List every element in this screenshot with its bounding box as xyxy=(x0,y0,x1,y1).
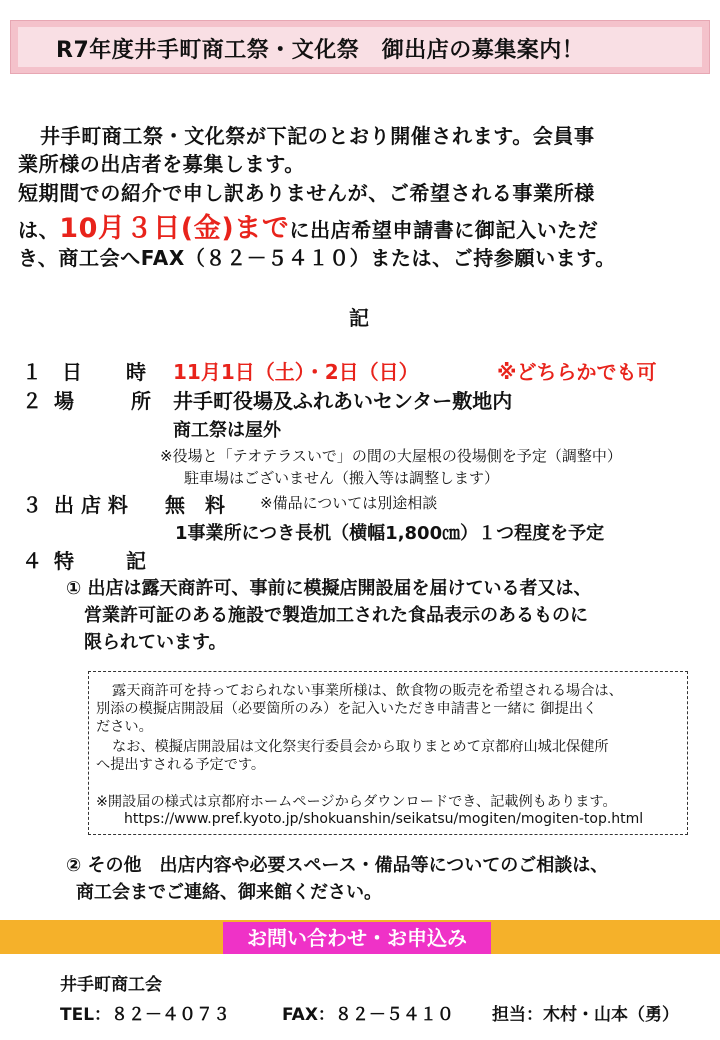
special-point-2-line-1: ② その他 出店内容や必要スペース・備品等についてのご相談は、 xyxy=(66,855,609,876)
note-box-line-2: 別添の模擬店開設届（必要箇所のみ）を記入いただき申請書と一緒に 御提出く xyxy=(96,701,598,717)
intro-line-2: 業所様の出店者を募集します。 xyxy=(18,152,305,176)
item-place-note-1: ※役場と「テオテラスいで」の間の大屋根の役場側を予定（調整中） xyxy=(160,447,622,465)
special-point-1-line-3: 限られています。 xyxy=(84,632,227,653)
tel-number: TEL：８２－４０７３ xyxy=(60,1005,231,1025)
item-place-sub: 商工祭は屋外 xyxy=(173,420,281,441)
item-place-note-2: 駐車場はございません（搬入等は調整します） xyxy=(184,469,500,487)
item-fee-label: 出 店 料 xyxy=(54,493,128,517)
note-box-line-3: ださい。 xyxy=(96,719,153,735)
ki-heading: 記 xyxy=(349,306,369,330)
title-banner xyxy=(10,20,710,74)
mogiten-url-link[interactable]: https://www.pref.kyoto.jp/shokuanshin/seikatsu/mogiten/mogiten-top.html xyxy=(124,811,644,827)
item-fee-number: ３ xyxy=(22,493,42,517)
organization-name: 井手町商工会 xyxy=(60,975,162,995)
item-place-number: ２ xyxy=(22,389,42,413)
staff-names: 担当：木村・山本（勇） xyxy=(492,1005,679,1025)
item-special-number: ４ xyxy=(22,549,42,573)
intro-line-1: 井手町商工祭・文化祭が下記のとおり開催されます。会員事 xyxy=(40,124,595,148)
item-special-label-a: 特 xyxy=(54,549,74,573)
intro-line-4 xyxy=(18,206,598,245)
item-special-label-b: 記 xyxy=(126,549,146,573)
item-place-label-a: 場 xyxy=(54,389,74,413)
item-fee-sub: 1事業所につき長机（横幅1,800㎝）１つ程度を予定 xyxy=(175,523,605,544)
item-place-label-b: 所 xyxy=(131,389,151,413)
item-place-value: 井手町役場及ふれあいセンター敷地内 xyxy=(173,389,513,413)
item-date-label-b: 時 xyxy=(126,360,146,384)
special-point-1-line-2: 営業許可証のある施設で製造加工された食品表示のあるものに xyxy=(84,605,588,626)
special-point-1-line-1: ① 出店は露天商許可、事前に模擬店開設届を届けている者又は、 xyxy=(66,578,592,599)
intro-line-4-pre: は、 xyxy=(18,218,60,242)
item-date-number: １ xyxy=(22,360,42,384)
deadline-text: 10月３日(金)まで xyxy=(59,213,290,244)
item-fee-value: 無 料 xyxy=(165,493,225,517)
special-point-2-line-2: 商工会までご連絡、御来館ください。 xyxy=(76,882,382,903)
note-box-line-5: へ提出すされる予定です。 xyxy=(96,757,266,773)
note-box-line-6: ※開設届の様式は京都府ホームページからダウンロードでき、記載例もあります。 xyxy=(96,794,617,810)
intro-line-3: 短期間での紹介で申し訳ありませんが、ご希望される事業所様 xyxy=(18,181,595,205)
intro-line-4-post: に出店希望申請書に御記入いただ xyxy=(289,218,599,242)
page-title: R7年度井手町商工祭・文化祭 御出店の募集案内！ xyxy=(56,38,585,63)
item-date-note: ※どちらかでも可 xyxy=(497,360,657,384)
item-date-label-a: 日 xyxy=(62,360,82,384)
contact-label: お問い合わせ・お申込み xyxy=(223,922,491,954)
item-fee-note: ※備品については別途相談 xyxy=(260,494,438,512)
note-box-line-1: 露天商許可を持っておられない事業所様は、飲食物の販売を希望される場合は、 xyxy=(112,683,623,699)
intro-line-5: き、商工会へFAX（８２－５４１０）または、ご持参願います。 xyxy=(18,246,616,270)
note-box-line-4: なお、模擬店開設届は文化祭実行委員会から取りまとめて京都府山城北保健所 xyxy=(112,739,609,755)
item-date-value: 11月1日（土）・2日（日） xyxy=(173,360,419,384)
fax-number: FAX：８２－５４１０ xyxy=(282,1005,454,1025)
